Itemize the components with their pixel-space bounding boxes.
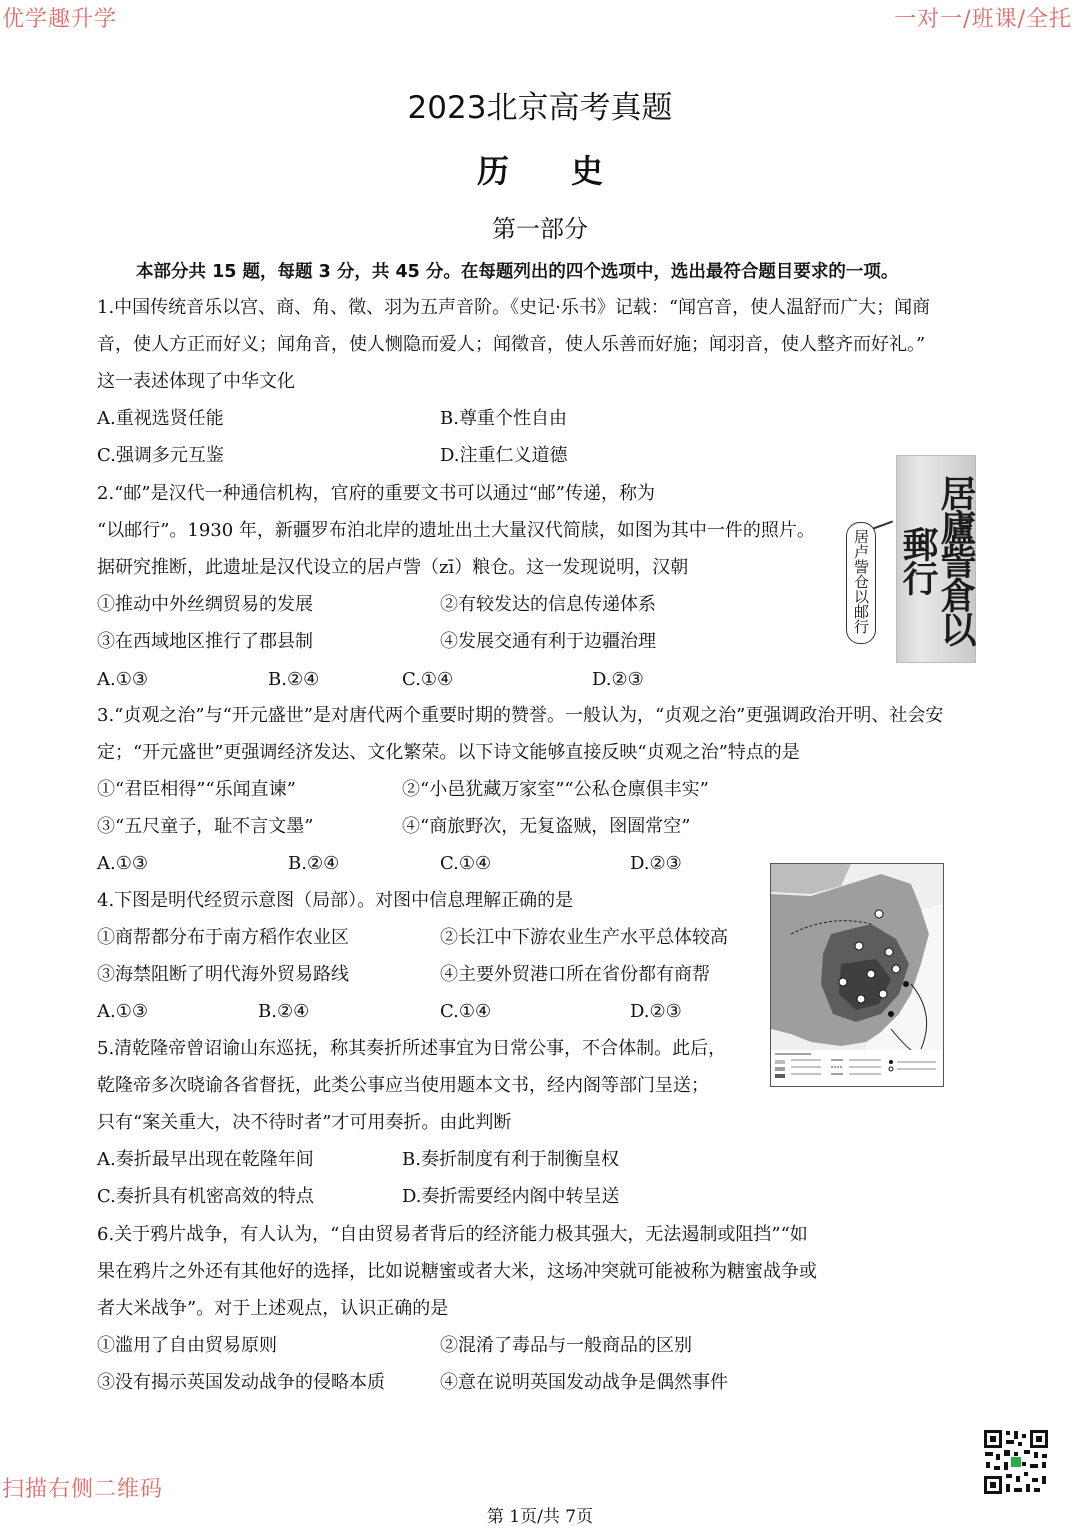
q2-line: “以邮行”。1930 年，新疆罗布泊北岸的遗址出土大量汉代简牍，如图为其中一件的照片。 xyxy=(97,520,815,541)
bamboo-slip-photo xyxy=(896,455,976,663)
q3-option-a: A.①③ xyxy=(97,853,148,874)
q2-statement-4: ④发展交通有利于边疆治理 xyxy=(440,631,656,652)
q2-option-a: A.①③ xyxy=(97,669,148,690)
q2-line: 2.“邮”是汉代一种通信机构，官府的重要文书可以通过“邮”传递，称为 xyxy=(97,483,655,504)
q6-statement-2: ②混淆了毒品与一般商品的区别 xyxy=(440,1335,692,1356)
q2-option-c: C.①④ xyxy=(402,669,454,690)
q4-statement-3: ③海禁阻断了明代海外贸易路线 xyxy=(97,964,349,985)
q3-statement-1: ①“君臣相得”“乐闻直谏” xyxy=(97,779,296,800)
q3-statement-3: ③“五尺童子，耻不言文墨” xyxy=(97,816,314,837)
q6-line: 6.关于鸦片战争，有人认为，“自由贸易者背后的经济能力极其强大，无法遏制或阻挡”“如 xyxy=(97,1224,808,1245)
brand-watermark-top-right: 一对一/班课/全托 xyxy=(894,7,1072,32)
q3-option-c: C.①④ xyxy=(440,853,492,874)
ming-trade-map xyxy=(770,863,944,1087)
page-number: 第 1页/共 7页 xyxy=(486,1507,594,1527)
q5-line: 乾隆帝多次晓谕各省督抚，此类公事应当使用题本文书，经内阁等部门呈送； xyxy=(97,1075,709,1096)
q5-option-c: C.奏折具有机密高效的特点 xyxy=(97,1186,314,1207)
q2-option-b: B.②④ xyxy=(268,669,320,690)
q5-option-d: D.奏折需要经内阁中转呈送 xyxy=(402,1186,620,1207)
bamboo-slip-caption xyxy=(846,522,876,644)
q4-option-a: A.①③ xyxy=(97,1001,148,1022)
q5-option-a: A.奏折最早出现在乾隆年间 xyxy=(97,1149,314,1170)
q4-statement-1: ①商帮都分布于南方稻作农业区 xyxy=(97,927,349,948)
bamboo-slip-inscription: 居廬訾倉以郵行 xyxy=(897,475,977,645)
q6-line: 者大米战争”。对于上述观点，认识正确的是 xyxy=(97,1298,449,1319)
q3-option-d: D.②③ xyxy=(630,853,682,874)
subject-title: 历史 xyxy=(476,152,665,190)
q4-option-b: B.②④ xyxy=(258,1001,310,1022)
q6-statement-1: ①滥用了自由贸易原则 xyxy=(97,1335,277,1356)
q4-line: 4.下图是明代经贸示意图（局部）。对图中信息理解正确的是 xyxy=(97,890,574,911)
q1-option-a: A.重视选贤任能 xyxy=(97,408,224,429)
q6-line: 果在鸦片之外还有其他好的选择，比如说糖蜜或者大米，这场冲突就可能被称为糖蜜战争或 xyxy=(97,1261,817,1282)
q1-line: 这一表述体现了中华文化 xyxy=(97,371,295,392)
q1-line: 音，使人方正而好义；闻角音，使人恻隐而爱人；闻徵音，使人乐善而好施；闻羽音，使人整齐而好礼。” xyxy=(97,334,926,355)
q5-line: 只有“案关重大，决不待时者”才可用奏折。由此判断 xyxy=(97,1112,512,1133)
q1-option-c: C.强调多元互鉴 xyxy=(97,445,224,466)
ming-trade-map-graphic xyxy=(771,864,943,1086)
q3-line: 3.“贞观之治”与“开元盛世”是对唐代两个重要时期的赞誉。一般认为，“贞观之治”更强调政治开明、社会安 xyxy=(97,705,944,726)
q3-line: 定；“开元盛世”更强调经济发达、文化繁荣。以下诗文能够直接反映“贞观之治”特点的是 xyxy=(97,742,800,763)
section-instructions: 本部分共 15 题，每题 3 分，共 45 分。在每题列出的四个选项中，选出最符合题目要求的一项。 xyxy=(136,262,899,282)
q2-statement-1: ①推动中外丝绸贸易的发展 xyxy=(97,594,313,615)
section-heading: 第一部分 xyxy=(492,215,588,243)
q2-statement-3: ③在西域地区推行了郡县制 xyxy=(97,631,313,652)
q3-statement-2: ②“小邑犹藏万家室”“公私仓廪俱丰实” xyxy=(402,779,709,800)
q6-statement-4: ④意在说明英国发动战争是偶然事件 xyxy=(440,1372,728,1393)
q3-statement-4: ④“商旅野次，无复盗贼，囹圄常空” xyxy=(402,816,691,837)
qr-code-graphic xyxy=(982,1428,1050,1496)
q5-line: 5.清乾隆帝曾诏谕山东巡抚，称其奏折所述事宜为日常公事，不合体制。此后， xyxy=(97,1038,727,1059)
bamboo-slip-caption-text: 居卢訾仓以邮行 xyxy=(852,529,870,634)
q4-option-c: C.①④ xyxy=(440,1001,492,1022)
q4-statement-4: ④主要外贸港口所在省份都有商帮 xyxy=(440,964,710,985)
q2-option-d: D.②③ xyxy=(592,669,644,690)
q4-option-d: D.②③ xyxy=(630,1001,682,1022)
brand-watermark-bottom-left: 扫描右侧二维码 xyxy=(2,1477,164,1502)
q2-statement-2: ②有较发达的信息传递体系 xyxy=(440,594,656,615)
exam-title: 2023北京高考真题 xyxy=(407,90,673,126)
q1-line: 1.中国传统音乐以宫、商、角、徵、羽为五声音阶。《史记·乐书》记载：“闻宫音，使人温舒而广大；闻商 xyxy=(97,297,931,318)
q3-option-b: B.②④ xyxy=(288,853,340,874)
q1-option-d: D.注重仁义道德 xyxy=(440,445,568,466)
q5-option-b: B.奏折制度有利于制衡皇权 xyxy=(402,1149,619,1170)
callout-pointer xyxy=(872,521,893,530)
q1-option-b: B.尊重个性自由 xyxy=(440,408,567,429)
q6-statement-3: ③没有揭示英国发动战争的侵略本质 xyxy=(97,1372,385,1393)
qr-code[interactable] xyxy=(982,1428,1050,1496)
q4-statement-2: ②长江中下游农业生产水平总体较高 xyxy=(440,927,728,948)
q2-line: 据研究推断，此遗址是汉代设立的居卢訾（zī）粮仓。这一发现说明，汉朝 xyxy=(97,557,689,578)
brand-watermark-top-left: 优学趣升学 xyxy=(2,7,118,32)
